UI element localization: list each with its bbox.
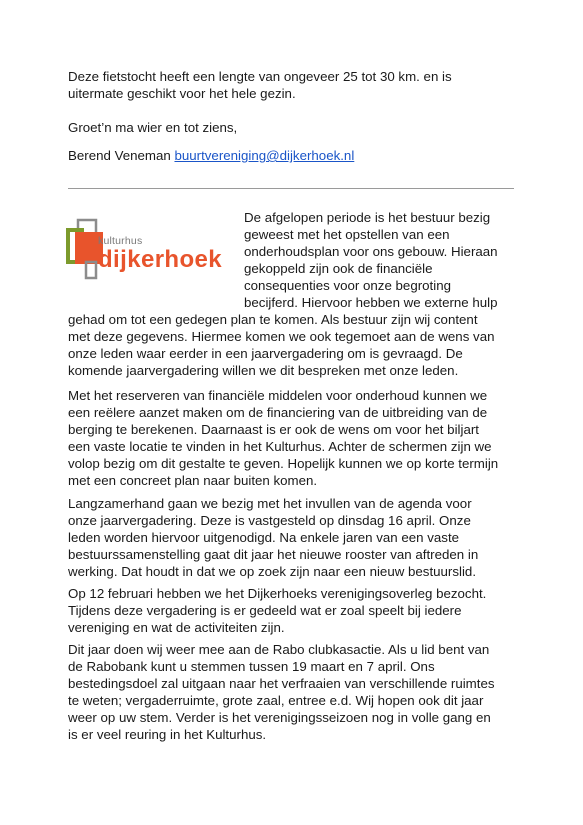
para-line: onze jaarvergadering. Deze is vastgesteld op dinsdag 16 april. Onze xyxy=(68,513,471,528)
section-divider xyxy=(68,188,514,189)
para-line: bestuurssamenstelling gaat dit jaar het nieuwe rooster van aftreden in xyxy=(68,547,479,562)
para-line: de Rabobank kunt u stemmen tussen 19 maart en 7 april. Ons xyxy=(68,659,435,674)
float-line: consequenties voor onze begroting xyxy=(244,278,451,293)
para-line: Op 12 februari hebben we het Dijkerhoeks verenigingsoverleg bezocht. xyxy=(68,586,487,601)
para-line: volop bezig om dit gestalte te geven. Hopelijk kunnen we op korte termijn xyxy=(68,456,499,471)
intro-line-1: Deze fietstocht heeft een lengte van ongeveer 25 tot 30 km. en is xyxy=(68,69,452,84)
para-line: werking. Dat houdt in dat we op zoek zijn naar een nieuw bestuurslid. xyxy=(68,564,477,579)
article-float-text xyxy=(244,209,519,311)
para-line: vereniging en wat de activiteiten zijn. xyxy=(68,620,285,635)
para-line: te weten; vergaderruimte, grote zaal, entree e.d. Wij hopen ook dit jaar xyxy=(68,693,484,708)
greeting: Groet’n ma wier en tot ziens, xyxy=(68,120,238,135)
para-line: met deze gegevens. Hiermee komen we ook tegemoet aan de wens van xyxy=(68,329,495,344)
paragraph-5 xyxy=(68,641,518,743)
para-line: Langzamerhand gaan we bezig met het invullen van de agenda voor xyxy=(68,496,472,511)
para-line: bestedingsdoel zal uitgaan naar het verfraaien van verschillende ruimtes xyxy=(68,676,495,691)
para-line: gehad om tot een gedegen plan te komen. Als bestuur zijn wij content xyxy=(68,312,478,327)
para-line: komende jaarvergadering willen we dit bespreken met onze leden. xyxy=(68,363,459,378)
intro-line-2: uitermate geschikt voor het hele gezin. xyxy=(68,86,296,101)
para-line: berging te berekenen. Daarnaast is er ook de wens om voor het biljart xyxy=(68,422,479,437)
logo-title: dijkerhoek xyxy=(98,246,223,273)
float-line: onderhoudsplan voor ons gebouw. Hieraan xyxy=(244,244,498,259)
para-line: Met het reserveren van financiële middelen voor onderhoud kunnen we xyxy=(68,388,488,403)
paragraph-3 xyxy=(68,495,518,580)
logo-gray-bar xyxy=(86,262,96,278)
para-line: is er veel reuring in het Kulturhus. xyxy=(68,727,267,742)
para-line: weer op uw stem. Verder is het verenigingsseizoen nog in volle gang en xyxy=(68,710,491,725)
paragraph-1-rest xyxy=(68,311,518,379)
para-line: onze leden waar eerder in een jaarvergadering om is gevraagd. De xyxy=(68,346,463,361)
para-line: leden worden hiervoor uitgenodigd. Na enkele jaren van een vaste xyxy=(68,530,460,545)
float-line: gekoppeld zijn ook de financiële xyxy=(244,261,433,276)
float-line: becijferd. Hiervoor hebben we externe hulp xyxy=(244,295,498,310)
email-link[interactable]: buurtvereniging@dijkerhoek.nl xyxy=(174,148,355,163)
logo-subtitle: kulturhus xyxy=(98,235,143,247)
para-line: Dit jaar doen wij weer mee aan de Rabo clubkasactie. Als u lid bent van xyxy=(68,642,490,657)
para-line: met een concreet plan naar buiten komen. xyxy=(68,473,318,488)
paragraph-4 xyxy=(68,585,518,636)
signature-name: Berend Veneman xyxy=(68,148,171,163)
paragraph-2 xyxy=(68,387,518,489)
float-line: De afgelopen periode is het bestuur bezig xyxy=(244,210,491,225)
para-line: een vaste locatie te vinden in het Kulturhus. Achter de schermen zijn we xyxy=(68,439,492,454)
float-line: geweest met het opstellen van een xyxy=(244,227,450,242)
para-line: Tijdens deze vergadering is er gedeeld wat er zoal speelt bij iedere xyxy=(68,603,462,618)
para-line: een reëlere aanzet maken om de financiering van de uitbreiding van de xyxy=(68,405,488,420)
signature-line xyxy=(68,147,518,164)
